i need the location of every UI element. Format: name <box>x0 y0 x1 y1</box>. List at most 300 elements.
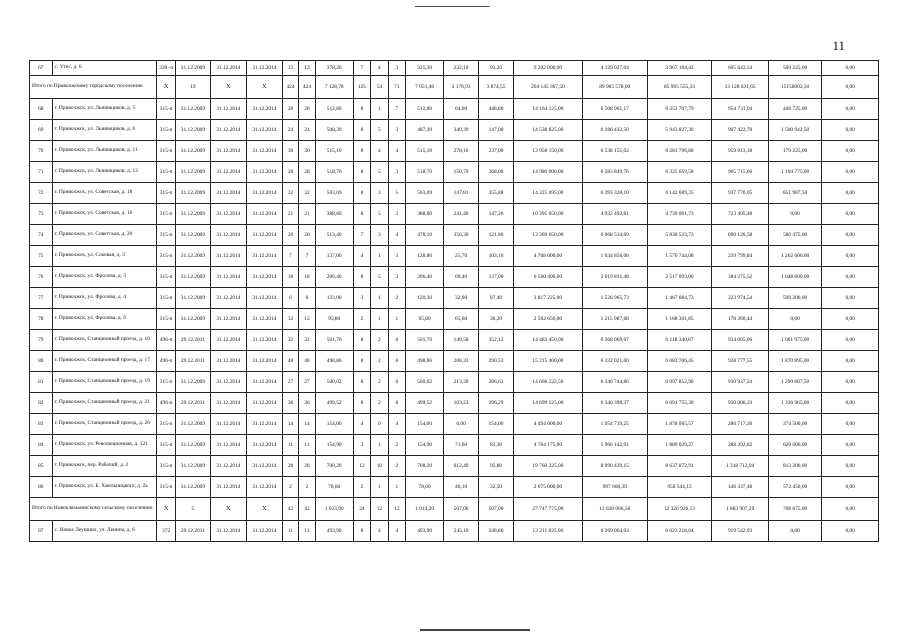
table-cell: 31.12.2014 <box>246 61 282 76</box>
table-cell: 54 <box>371 76 388 99</box>
table-cell: 6 097 852,90 <box>647 372 712 393</box>
table-cell: 18 <box>299 267 315 288</box>
table-cell: 31.12.2014 <box>246 120 282 141</box>
table-cell: 31.12.2014 <box>210 99 246 120</box>
table-cell: 14 482 450,00 <box>514 330 583 351</box>
table-cell: 31.12.2014 <box>246 351 282 372</box>
table-body <box>30 61 879 542</box>
table-cell: 31.12.2014 <box>246 162 282 183</box>
table-cell: 4 <box>353 246 370 267</box>
table-cell: 6 083 706,45 <box>647 351 712 372</box>
table-cell: 355,88 <box>479 183 514 204</box>
table-cell: 928 777,55 <box>712 351 769 372</box>
table-cell: 206,40 <box>315 267 353 288</box>
table-cell: 5 <box>371 162 388 183</box>
table-cell: 6 023 218,04 <box>647 521 712 542</box>
table-cell: 13 128 631,65 <box>712 76 769 99</box>
table-cell: 2 <box>353 309 370 330</box>
table-cell: 31.12.2014 <box>210 246 246 267</box>
table-cell: 72 <box>30 183 53 204</box>
table-cell: 6 325 659,58 <box>647 162 712 183</box>
table-cell: 48 <box>299 351 315 372</box>
table-cell: 24 <box>282 120 298 141</box>
table-cell: 31.12.2014 <box>246 477 282 498</box>
table-cell: 75 <box>30 246 53 267</box>
table-cell: 501,70 <box>315 330 353 351</box>
table-cell: 14 <box>282 414 298 435</box>
table-cell: 31.12.2009 <box>175 204 210 225</box>
table-cell: 19 <box>175 76 210 99</box>
table-cell: 0,00 <box>768 309 821 330</box>
table-cell: 28 <box>299 162 315 183</box>
table-cell: 31.12.2014 <box>246 288 282 309</box>
table-cell: 6 281 796,80 <box>647 141 712 162</box>
table-row <box>30 99 879 120</box>
table-cell: 31.12.2009 <box>175 267 210 288</box>
table-cell: 315-п <box>157 414 176 435</box>
table-cell: 6 091 755,30 <box>647 393 712 414</box>
table-cell: 121,80 <box>479 225 514 246</box>
table-cell: 890 126,58 <box>712 225 769 246</box>
table-cell: 0,00 <box>822 162 879 183</box>
table-cell: 4 129 027,04 <box>582 61 647 76</box>
table-cell: 512,80 <box>406 99 444 120</box>
table-cell: 36 <box>282 393 298 414</box>
table-cell: 29.12.2011 <box>175 351 210 372</box>
table-row <box>30 393 879 414</box>
table-cell: 605 643,54 <box>712 61 769 76</box>
table-cell: 315-п <box>157 225 176 246</box>
table-cell: 813 200,00 <box>768 456 821 477</box>
table-cell: 31.12.2014 <box>246 435 282 456</box>
table-cell: 31.12.2014 <box>246 309 282 330</box>
table-cell: 0,00 <box>822 288 879 309</box>
scan-edge-line-bottom <box>420 629 530 631</box>
address-cell: с. Утес, д. 6 <box>52 61 157 76</box>
table-cell: 31.12.2014 <box>210 456 246 477</box>
table-cell: 3 <box>388 120 405 141</box>
address-cell: г. Приволжск, ул. Б. Хмельницкого, д. 2а <box>52 477 157 498</box>
table-cell: 31.12.2009 <box>175 456 210 477</box>
table-cell: 8 <box>353 521 370 542</box>
table-cell: 31.12.2014 <box>210 204 246 225</box>
table-row <box>30 267 879 288</box>
table-cell: 14 699 125,00 <box>514 393 583 414</box>
table-cell: 503,69 <box>406 183 444 204</box>
table-cell: 315-п <box>157 99 176 120</box>
table-cell: 708,20 <box>406 456 444 477</box>
table-cell: 146 337,48 <box>712 477 769 498</box>
table-cell: 4 <box>388 141 405 162</box>
table-cell: 68 <box>30 99 53 120</box>
table-cell: 6 068 514,69 <box>582 225 647 246</box>
table-cell: 0,00 <box>822 183 879 204</box>
table-cell: 4 <box>388 414 405 435</box>
table-total-row <box>30 498 879 521</box>
address-cell: г. Приволжск, Станционный проезд, д. 26 <box>52 414 157 435</box>
table-cell: 25,70 <box>444 246 479 267</box>
table-cell: 6 118 340,87 <box>647 330 712 351</box>
table-cell: 2 <box>299 477 315 498</box>
address-cell: г. Приволжск, ул. Фролова, д. 3 <box>52 267 157 288</box>
table-cell: 1 570 744,08 <box>647 246 712 267</box>
table-cell: 86 <box>30 477 53 498</box>
table-cell: 572 450,00 <box>768 477 821 498</box>
address-cell: Итого по Приволжскому городскому поселению <box>30 76 157 99</box>
table-cell: 0,00 <box>822 330 879 351</box>
table-cell: 503,69 <box>315 183 353 204</box>
table-cell: 0,00 <box>822 351 879 372</box>
table-cell: 1 215 987,68 <box>582 309 647 330</box>
table-cell: 6 186 432,50 <box>582 120 647 141</box>
table-row <box>30 162 879 183</box>
table-cell: 32 <box>282 183 298 204</box>
table-cell: 31.12.2014 <box>246 183 282 204</box>
table-cell: 213,39 <box>444 372 479 393</box>
table-cell: 12 <box>299 309 315 330</box>
table-cell: 0,00 <box>822 309 879 330</box>
table-cell: 278,10 <box>444 141 479 162</box>
address-cell: Итого по Новоклязьминскому сельскому поселению: <box>30 498 157 521</box>
table-cell: 24 <box>353 498 370 521</box>
table-cell: 14 538 825,00 <box>514 120 583 141</box>
table-cell: 493,90 <box>315 521 353 542</box>
table-cell: 2 <box>371 330 388 351</box>
table-cell: 31.12.2014 <box>246 330 282 351</box>
table-cell: 6 <box>388 351 405 372</box>
table-cell: 208,33 <box>444 351 479 372</box>
table-cell: 6 393 328,10 <box>582 183 647 204</box>
table-cell: 137,00 <box>315 246 353 267</box>
table-cell: 78 <box>30 309 53 330</box>
table-cell: 4 708 000,00 <box>514 246 583 267</box>
table-cell: 930 937,24 <box>712 372 769 393</box>
table-cell: 28 <box>299 99 315 120</box>
address-cell: г. Приволжск, ул. Фролова, д. 6 <box>52 309 157 330</box>
table-row <box>30 61 879 76</box>
table-cell: 15158002,50 <box>768 76 821 99</box>
table-cell: 965 715,66 <box>712 162 769 183</box>
table-cell: 154,90 <box>406 435 444 456</box>
table-cell: 3 <box>353 288 370 309</box>
table-cell: 82 <box>30 393 53 414</box>
table-cell: 8 <box>353 162 370 183</box>
table-cell: 19 760 225,00 <box>514 456 583 477</box>
table-cell: 8 990 439,15 <box>582 456 647 477</box>
table-row <box>30 120 879 141</box>
table-cell: 580 475,00 <box>768 225 821 246</box>
table-cell: 30 <box>299 141 315 162</box>
table-cell: 27 747 775,00 <box>514 498 583 521</box>
table-cell: 78,60 <box>406 477 444 498</box>
table-cell: 388,60 <box>406 204 444 225</box>
table-cell: 87,40 <box>479 288 514 309</box>
table-cell: 930 006,33 <box>712 393 769 414</box>
table-cell: 31.12.2014 <box>246 521 282 542</box>
address-cell: г. Приволжск, пер. Рабочий, д. 2 <box>52 456 157 477</box>
table-cell: 14 164 125,00 <box>514 99 583 120</box>
table-cell: 378,20 <box>315 61 353 76</box>
table-cell: 223 974,54 <box>712 288 769 309</box>
table-cell: 29.12.2011 <box>175 393 210 414</box>
table-cell: 81 <box>30 372 53 393</box>
table-cell: 6 <box>388 330 405 351</box>
table-cell: 1 <box>388 477 405 498</box>
table-cell: 73 <box>30 204 53 225</box>
table-cell: 32 <box>299 183 315 204</box>
table-cell: 48 <box>282 351 298 372</box>
table-cell: 0,00 <box>822 414 879 435</box>
table-cell: 42 <box>299 498 315 521</box>
table-cell: 178 360,44 <box>712 309 769 330</box>
table-cell: 3 874,55 <box>479 76 514 99</box>
table-cell: 84 <box>30 435 53 456</box>
address-cell: г. Приволжск, Станционный проезд, д. 19 <box>52 372 157 393</box>
table-cell: 31.12.2009 <box>175 162 210 183</box>
table-cell: 7 <box>353 61 370 76</box>
table-row <box>30 351 879 372</box>
table-cell: 133,00 <box>315 288 353 309</box>
table-cell: 352,12 <box>479 330 514 351</box>
table-cell: 4 494 000,00 <box>514 414 583 435</box>
table-row <box>30 225 879 246</box>
table-cell: 147,81 <box>444 183 479 204</box>
table-cell: 31.12.2014 <box>246 225 282 246</box>
table-cell: 31.12.2014 <box>246 372 282 393</box>
table-cell: 499,52 <box>315 393 353 414</box>
table-cell: 11 <box>282 435 298 456</box>
table-cell: 1 634 856,08 <box>582 246 647 267</box>
table-cell: 12 326 926,13 <box>647 498 712 521</box>
table-cell: 954 731,04 <box>712 99 769 120</box>
table-cell: 12 <box>282 309 298 330</box>
address-cell: г. Приволжск, ул. Советская, д. 20 <box>52 225 157 246</box>
table-cell: 78,60 <box>315 477 353 498</box>
housing-register-table <box>29 60 879 542</box>
table-cell: 6 332 021,00 <box>582 351 647 372</box>
address-cell: г. Приволжск, ул. Льнянщиков, д. 6 <box>52 120 157 141</box>
table-cell: 28 <box>282 162 298 183</box>
table-cell: 95,80 <box>315 309 353 330</box>
table-cell: 31.12.2014 <box>210 521 246 542</box>
table-cell: 6 368 069,07 <box>582 330 647 351</box>
table-cell: 36 <box>299 393 315 414</box>
table-cell: 2 517 093,00 <box>647 267 712 288</box>
table-cell: 93,20 <box>479 61 514 76</box>
table-cell: 31.12.2014 <box>210 330 246 351</box>
table-cell: 6 583 849,76 <box>582 162 647 183</box>
table-cell: 7 <box>299 246 315 267</box>
address-cell: г. Приволжск, ул. Соковая, д. 3 <box>52 246 157 267</box>
table-cell: 154,00 <box>315 414 353 435</box>
table-cell: 6 269 064,03 <box>582 521 647 542</box>
table-cell: 851 987,50 <box>768 183 821 204</box>
table-cell: 154,00 <box>406 414 444 435</box>
table-cell: 446 725,00 <box>768 99 821 120</box>
table-cell: 21 <box>299 204 315 225</box>
table-cell: 0,00 <box>444 414 479 435</box>
table-cell: 2 619 831,48 <box>582 267 647 288</box>
table-cell: 907 422,70 <box>712 120 769 141</box>
table-cell: 0,00 <box>822 456 879 477</box>
table-cell: 32 <box>299 330 315 351</box>
table-cell: 5 <box>371 267 388 288</box>
table-cell: 1 870 895,00 <box>768 351 821 372</box>
table-cell: 0,00 <box>822 393 879 414</box>
table-cell: 8 637 872,91 <box>647 456 712 477</box>
table-cell: 31.12.2014 <box>210 372 246 393</box>
table-cell: 89 905 578,00 <box>582 76 647 99</box>
table-cell: 8 <box>353 393 370 414</box>
table-cell: 12 <box>388 498 405 521</box>
table-cell: 31.12.2009 <box>175 477 210 498</box>
table-cell: 21 <box>282 204 298 225</box>
table-cell: 620 600,00 <box>768 435 821 456</box>
table-cell: 3 967 104,42 <box>647 61 712 76</box>
table-cell: X <box>246 76 282 99</box>
table-cell: 0 <box>371 414 388 435</box>
table-cell: 1 <box>371 477 388 498</box>
table-cell: 372 <box>157 521 176 542</box>
table-row <box>30 183 879 204</box>
table-cell: 3 176,93 <box>444 76 479 99</box>
table-cell: 76 <box>30 267 53 288</box>
table-cell: 388,60 <box>315 204 353 225</box>
table-cell: 3 <box>371 225 388 246</box>
table-cell: 2 <box>388 435 405 456</box>
table-cell: 496-п <box>157 351 176 372</box>
table-cell: 6 253 707,79 <box>647 99 712 120</box>
table-cell: 147,20 <box>479 204 514 225</box>
table-cell: 31.12.2014 <box>210 183 246 204</box>
table-cell: 67 <box>30 61 53 76</box>
table-row <box>30 309 879 330</box>
table-row <box>30 414 879 435</box>
table-cell: 42 <box>282 498 298 521</box>
table-cell: 7 <box>388 99 405 120</box>
table-cell: 31.12.2009 <box>175 225 210 246</box>
table-cell: 0,00 <box>822 435 879 456</box>
table-cell: 508,39 <box>315 120 353 141</box>
table-cell: 4 932 492,81 <box>582 204 647 225</box>
table-cell: 0,00 <box>822 477 879 498</box>
table-cell: 1 262 600,00 <box>768 246 821 267</box>
table-cell: 0,00 <box>822 204 879 225</box>
table-cell: 1 061 975,00 <box>768 330 821 351</box>
address-cell: г. Приволжск, Станционный проезд, д. 21 <box>52 393 157 414</box>
table-cell: 31.12.2014 <box>246 393 282 414</box>
table-cell: 31.12.2009 <box>175 99 210 120</box>
table-cell: 149,58 <box>444 330 479 351</box>
table-cell: 1 966 142,91 <box>582 435 647 456</box>
table-cell: 1 883 907,29 <box>712 498 769 521</box>
table-cell: 1 <box>371 288 388 309</box>
table-cell: 4 <box>388 225 405 246</box>
table-cell: 28 <box>299 456 315 477</box>
table-cell: 8 <box>353 204 370 225</box>
table-cell: X <box>157 498 176 521</box>
table-cell: 499,52 <box>406 393 444 414</box>
table-cell: 31.12.2014 <box>246 267 282 288</box>
table-cell: 31.12.2009 <box>175 309 210 330</box>
table-cell: 0,00 <box>822 372 879 393</box>
address-cell: г. Приволжск, ул. Фролова, д. 4 <box>52 288 157 309</box>
table-cell: 507,00 <box>479 498 514 521</box>
table-cell: 13 <box>299 61 315 76</box>
table-cell: 79 <box>30 330 53 351</box>
table-cell: 71 <box>30 162 53 183</box>
table-cell: 515,10 <box>406 141 444 162</box>
table-cell: 31.12.2014 <box>210 162 246 183</box>
table-cell: 128,80 <box>406 246 444 267</box>
table-cell: 3 <box>388 162 405 183</box>
table-cell: 3 <box>388 267 405 288</box>
table-cell: 315-п <box>157 246 176 267</box>
table-cell: 6 <box>388 372 405 393</box>
table-cell: 478,10 <box>406 225 444 246</box>
table-cell: 315-п <box>157 309 176 330</box>
table-cell: 1 954 719,25 <box>582 414 647 435</box>
table-cell: 103,10 <box>479 246 514 267</box>
table-cell: 937 770,05 <box>712 183 769 204</box>
table-cell: 6 346 744,86 <box>582 372 647 393</box>
table-cell: 934 065,06 <box>712 330 769 351</box>
table-cell: 31.12.2014 <box>210 61 246 76</box>
table-cell: 31.12.2014 <box>210 393 246 414</box>
table-row <box>30 477 879 498</box>
address-cell: г. Приволжск, ул. Советская, д. 16 <box>52 204 157 225</box>
table-cell: 31.12.2009 <box>175 372 210 393</box>
table-cell: X <box>157 76 176 99</box>
table-cell: 80 <box>30 351 53 372</box>
table-cell: 315-п <box>157 267 176 288</box>
table-cell: 239 799,84 <box>712 246 769 267</box>
table-cell: 13 958 150,00 <box>514 141 583 162</box>
table-cell: 31.12.2014 <box>210 435 246 456</box>
table-cell: 30 <box>282 141 298 162</box>
table-cell: 13 <box>282 61 298 76</box>
table-cell: 14 980 000,00 <box>514 162 583 183</box>
table-cell: 1 526 965,73 <box>582 288 647 309</box>
table-cell: 4 739 061,73 <box>647 204 712 225</box>
table-cell: 245,10 <box>444 521 479 542</box>
table-cell: 5 830 533,73 <box>647 225 712 246</box>
table-cell: 150,70 <box>444 162 479 183</box>
table-cell: 340,39 <box>444 120 479 141</box>
table-cell: 28 <box>282 456 298 477</box>
address-cell: г. Приволжск, ул. Льнянщиков, д. 11 <box>52 141 157 162</box>
table-cell: 5 <box>175 498 210 521</box>
table-cell: 288 392,82 <box>712 435 769 456</box>
address-cell: г. Приволжск, ул. Льнянщиков, д. 12 <box>52 162 157 183</box>
table-cell: 374 500,00 <box>768 414 821 435</box>
table-cell: 6 142 609,35 <box>647 183 712 204</box>
table-cell: 3 <box>388 204 405 225</box>
table-cell: 500,02 <box>406 372 444 393</box>
table-cell: 0,00 <box>822 141 879 162</box>
table-cell: 315-п <box>157 372 176 393</box>
table-cell: 10 <box>371 456 388 477</box>
table-cell: 31.12.2014 <box>246 204 282 225</box>
table-cell: 0,00 <box>768 204 821 225</box>
table-cell: 0,00 <box>822 61 879 76</box>
table-cell: 8 <box>353 330 370 351</box>
table-cell: 4 <box>371 141 388 162</box>
table-cell: 31.12.2009 <box>175 141 210 162</box>
table-cell: 0,00 <box>822 99 879 120</box>
table-cell: 31.12.2014 <box>210 477 246 498</box>
table-cell: 232,10 <box>444 61 479 76</box>
